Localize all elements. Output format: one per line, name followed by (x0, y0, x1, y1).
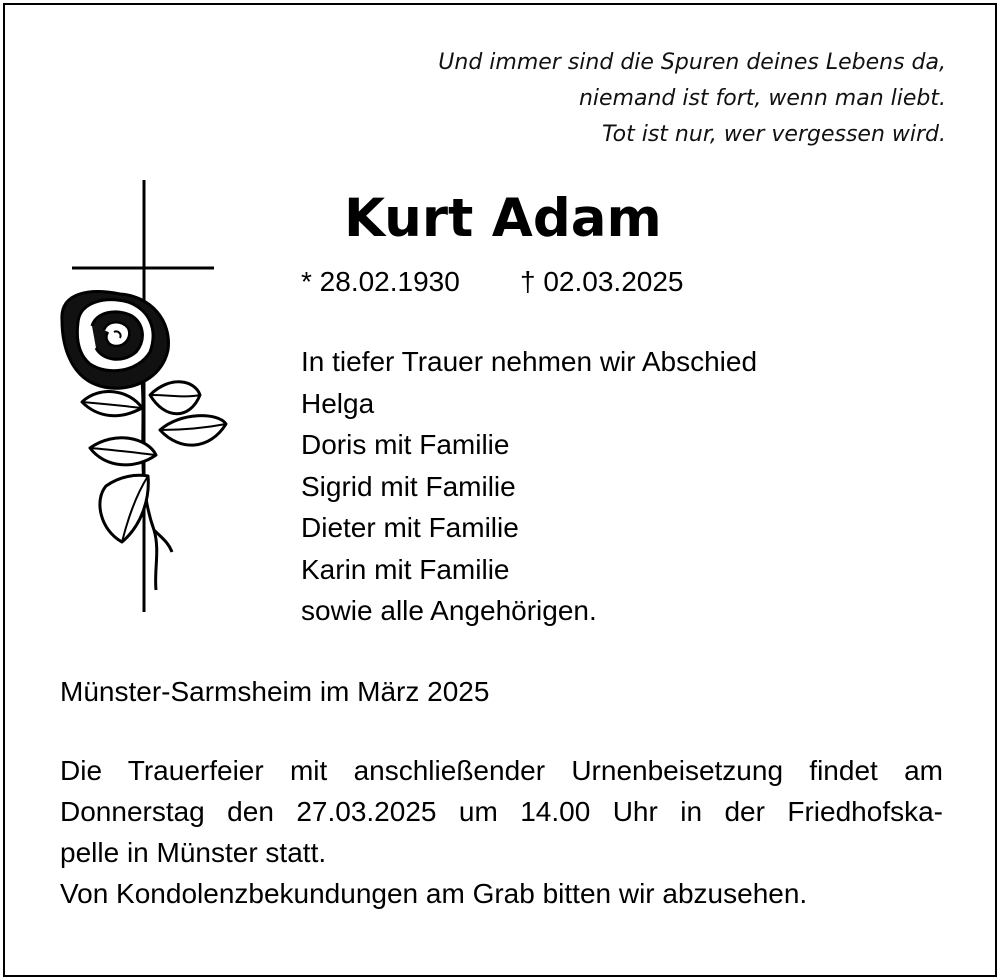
quote-line: Und immer sind die Spuren deines Lebens da, (438, 50, 946, 75)
mourner-item: Doris mit Familie (301, 429, 510, 460)
notice-line: Von Kondolenzbekundungen am Grab bitten wir abzusehen. (60, 878, 808, 909)
mourner-item: sowie alle Angehörigen. (301, 595, 597, 626)
mourners-intro: In tiefer Trauer nehmen wir Abschied (301, 346, 758, 377)
death-date: † 02.03.2025 (520, 266, 684, 297)
place-date: Münster-Sarmsheim im März 2025 (60, 676, 490, 707)
notice-line: Die Trauerfeier mit anschließender Urnenbeisetzung findet am (60, 755, 943, 786)
mourner-item: Dieter mit Familie (301, 512, 519, 543)
notice-line: Donnerstag den 27.03.2025 um 14.00 Uhr in der Friedhofska- (60, 796, 943, 827)
quote-line: niemand ist fort, wenn man liebt. (578, 86, 946, 111)
mourner-item: Helga (301, 387, 375, 419)
mourner-item: Sigrid mit Familie (301, 470, 516, 502)
cross-rose-illustration (50, 180, 230, 620)
deceased-name: Kurt Adam (344, 188, 662, 249)
notice-line: pelle in Münster statt. (60, 837, 327, 868)
mourners-list (301, 341, 757, 632)
quote (438, 45, 946, 153)
mourner-item: Karin mit Familie (301, 553, 510, 585)
quote-line: Tot ist nur, wer vergessen wird. (601, 122, 946, 147)
funeral-notice (60, 750, 943, 914)
birth-date: * 28.02.1930 (301, 266, 460, 297)
